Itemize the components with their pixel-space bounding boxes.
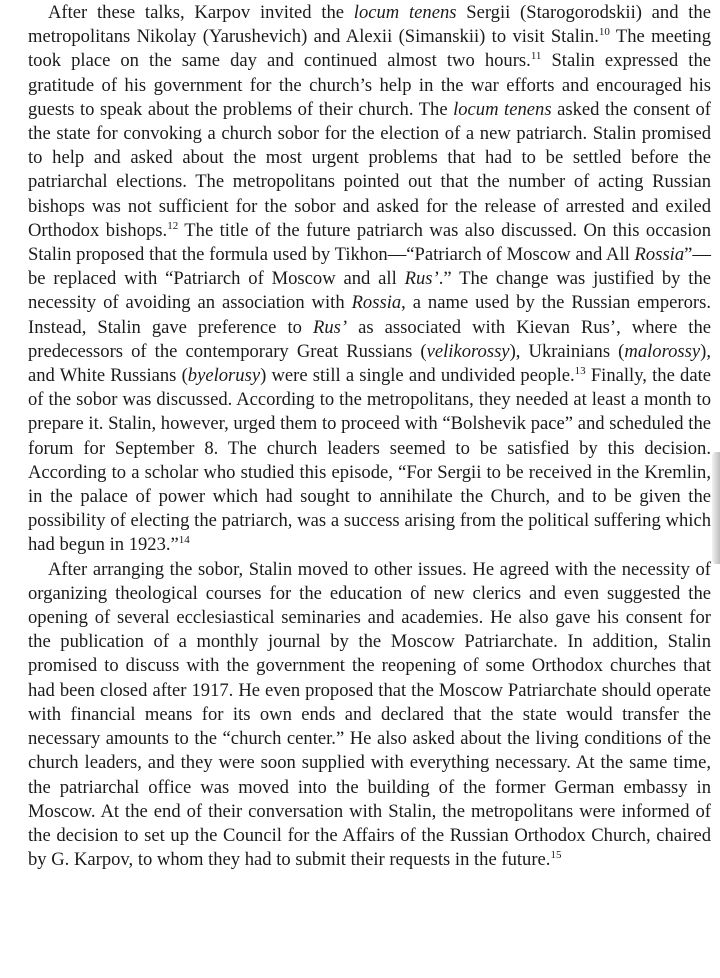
body-text: The meeting took place on the same day and continued almost two hours.	[28, 26, 711, 72]
body-text: ), Ukrainians (	[509, 340, 625, 362]
italic-text: locum tenens	[353, 2, 457, 23]
page-edge-scroll-handle[interactable]	[712, 452, 720, 564]
footnote-marker: 14	[178, 534, 190, 547]
italic-text: malorossy	[624, 340, 701, 362]
body-text: After arranging the sobor, Stalin moved to other issues. He agreed with the necessity of organizing theological courses for the education of new clerics and even suggested the opening of several ecclesiastical seminaries and academies. He also gave his consent for the publication of a monthly journal by the Moscow Patriarchate. In addition, Stalin promised to discuss with the government the reopening of some Orthodox churches that had been closed after 1917. He even proposed that the Moscow Patriarchate should operate with financial means for its own ends and declared that the state would transfer the necessary amounts to the “church center.” He also asked about the living conditions of the church leaders, and they were soon supplied with everything necessary. At the same time, the patriarchal office was moved into the building of the former German embassy in Moscow. At the end of their conversation with Stalin, the metropolitans were informed of the decision to set up the Council for the Affairs of the Russian Orthodox Church, chaired by G. Karpov, to whom they had to submit their requests in the future.	[28, 558, 711, 871]
body-text: Finally, the date of the sobor was discussed. According to the metropolitans, they needed at least a month to prepare it. Stalin, however, urged them to proceed with “Bolshevik pace” and scheduled the forum for September 8. The church leaders seemed to be satisfied by this decision. According to a scholar who studied this episode, “For Sergii to be received in the Kremlin, in the palace of power which had sought to annihilate the Church, and to be given the possibility of electing the patriarch, was a success arising from the political suffering which had begun in 1923.”	[28, 365, 711, 556]
italic-text: Rossia	[351, 292, 402, 314]
body-text: The title of the future patriarch was also discussed. On this occasion Stalin proposed that the formula used by Tikhon—“Patriarch of Moscow and All	[28, 219, 711, 266]
body-text: ), and White Russians (	[28, 340, 711, 387]
paragraph-1	[28, 1, 711, 558]
italic-text: Rossia	[634, 244, 685, 266]
body-text: After these talks, Karpov invited the	[48, 2, 354, 23]
italic-text: Rus’	[404, 268, 439, 290]
body-text: Sergii (Starogorodskii) and the metropolitans Nikolay (Yarushevich) and Alexii (Simanskii) to visit Stalin.	[28, 2, 711, 48]
body-text: Stalin expressed the gratitude of his government for the church’s help in the war efforts and encouraged his guests to speak about the problems of their church. The	[28, 50, 711, 120]
footnote-marker: 12	[167, 219, 179, 232]
body-text: .” The change was justified by the necessity of avoiding an association with	[28, 268, 711, 314]
italic-text: Rus’	[312, 316, 348, 338]
footnote-marker: 11	[530, 50, 542, 63]
paragraph-2	[28, 558, 711, 873]
footnote-marker: 13	[574, 365, 586, 378]
body-text: ) were still a single and undivided people.	[260, 365, 575, 387]
body-text: asked the consent of the state for convoking a church sobor for the election of a new patriarch. Stalin promised to help and asked about the most urgent problems that had to be settled before the patriarchal elections. The metropolitans pointed out that the number of acting Russian bishops was not sufficient for the sobor and asked for the release of arrested and exiled Orthodox bishops.	[28, 98, 711, 241]
book-page	[28, 0, 711, 872]
footnote-marker: 15	[550, 849, 562, 862]
body-text: ”—be replaced with “Patriarch of Moscow and all	[28, 244, 711, 290]
italic-text: velikorossy	[426, 340, 510, 362]
italic-text: byelorusy	[187, 365, 261, 387]
body-text: as associated with Kievan Rus’, where the predecessors of the contemporary Great Russians (	[28, 316, 711, 362]
italic-text: locum tenens	[453, 98, 552, 120]
footnote-marker: 10	[598, 26, 610, 39]
body-text: , a name used by the Russian emperors. Instead, Stalin gave preference to	[28, 292, 711, 338]
